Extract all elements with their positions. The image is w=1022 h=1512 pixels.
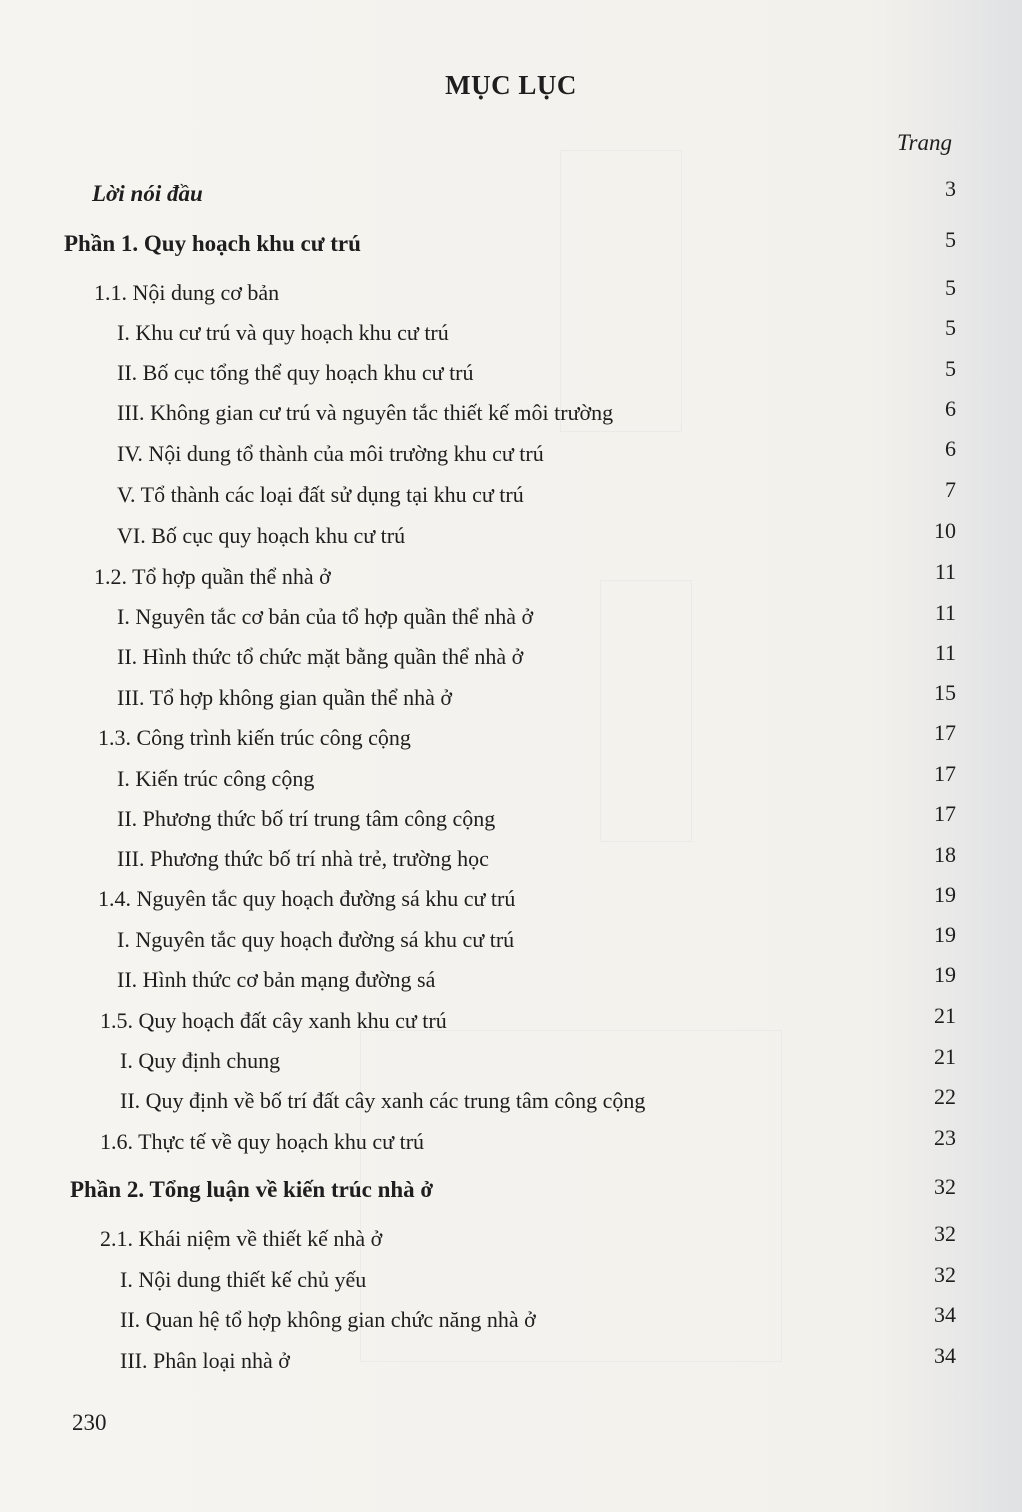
toc-page-number: 5 bbox=[945, 315, 956, 340]
toc-page-number: 21 bbox=[934, 1044, 956, 1069]
toc-entry-chapter: 1.6. Thực tế về quy hoạch khu cư trú bbox=[100, 1129, 425, 1154]
toc-entry-section: I. Quy định chung bbox=[120, 1048, 281, 1073]
toc-page-number: 6 bbox=[945, 396, 956, 421]
toc-page-number: 18 bbox=[934, 842, 956, 867]
toc-page-number: 23 bbox=[934, 1125, 956, 1150]
toc-page-number: 17 bbox=[934, 801, 956, 826]
toc-entry-part-2: Phần 2. Tổng luận về kiến trúc nhà ở bbox=[70, 1177, 434, 1202]
toc-entry-section: II. Hình thức cơ bản mạng đường sá bbox=[117, 967, 436, 992]
toc-entry-section: VI. Bố cục quy hoạch khu cư trú bbox=[117, 523, 406, 548]
page-column-label: Trang bbox=[897, 130, 952, 155]
toc-page-number: 32 bbox=[934, 1262, 956, 1287]
toc-page-number: 10 bbox=[934, 518, 956, 543]
toc-entry-section: I. Kiến trúc công cộng bbox=[117, 766, 315, 791]
toc-entry-section: III. Phân loại nhà ở bbox=[120, 1348, 290, 1373]
toc-page-number: 15 bbox=[934, 680, 956, 705]
toc-entry-section: II. Phương thức bố trí trung tâm công cộng bbox=[117, 806, 496, 831]
toc-entry-section: IV. Nội dung tổ thành của môi trường khu cư trú bbox=[117, 441, 544, 466]
toc-entry-chapter: 2.1. Khái niệm về thiết kế nhà ở bbox=[100, 1226, 383, 1251]
toc-page-number: 5 bbox=[945, 227, 956, 252]
toc-entry-preface: Lời nói đầu bbox=[92, 181, 203, 206]
toc-page-number: 6 bbox=[945, 436, 956, 461]
toc-page-number: 11 bbox=[934, 640, 956, 665]
toc-entry-chapter: 1.3. Công trình kiến trúc công cộng bbox=[98, 725, 411, 750]
toc-page-number: 32 bbox=[934, 1174, 956, 1199]
toc-entry-chapter: 1.2. Tổ hợp quần thể nhà ở bbox=[94, 564, 331, 589]
toc-entry-section: II. Bố cục tổng thể quy hoạch khu cư trú bbox=[117, 360, 474, 385]
toc-page-number: 34 bbox=[934, 1343, 956, 1368]
toc-page-number: 34 bbox=[934, 1302, 956, 1327]
show-through-drawing bbox=[600, 580, 692, 842]
toc-page-number: 22 bbox=[934, 1084, 956, 1109]
toc-entry-section: III. Không gian cư trú và nguyên tắc thiết kế môi trường bbox=[117, 400, 614, 425]
toc-page-number: 32 bbox=[934, 1221, 956, 1246]
toc-page-number: 21 bbox=[934, 1003, 956, 1028]
toc-page-number: 19 bbox=[934, 962, 956, 987]
toc-page-number: 17 bbox=[934, 720, 956, 745]
toc-title: MỤC LỤC bbox=[445, 70, 577, 100]
toc-entry-section: I. Nguyên tắc cơ bản của tổ hợp quần thể nhà ở bbox=[117, 604, 534, 629]
toc-entry-section: I. Nội dung thiết kế chủ yếu bbox=[120, 1267, 367, 1292]
toc-entry-section: I. Khu cư trú và quy hoạch khu cư trú bbox=[117, 320, 449, 345]
toc-entry-chapter: 1.4. Nguyên tắc quy hoạch đường sá khu cư trú bbox=[98, 886, 516, 911]
toc-entry-section: II. Hình thức tổ chức mặt bằng quần thể nhà ở bbox=[117, 644, 524, 669]
toc-page-number: 19 bbox=[934, 882, 956, 907]
toc-entry-section: III. Phương thức bố trí nhà trẻ, trường học bbox=[117, 846, 489, 871]
show-through-drawing bbox=[560, 150, 682, 432]
toc-entry-section: III. Tổ hợp không gian quần thể nhà ở bbox=[117, 685, 453, 710]
toc-entry-chapter: 1.1. Nội dung cơ bản bbox=[94, 280, 280, 305]
toc-page-number: 3 bbox=[945, 176, 956, 201]
toc-page-number: 11 bbox=[934, 600, 956, 625]
toc-page-number: 19 bbox=[934, 922, 956, 947]
toc-entry-section: V. Tổ thành các loại đất sử dụng tại khu cư trú bbox=[117, 482, 524, 507]
toc-page-number: 5 bbox=[945, 356, 956, 381]
toc-entry-section: I. Nguyên tắc quy hoạch đường sá khu cư trú bbox=[117, 927, 515, 952]
footer-page-number: 230 bbox=[72, 1410, 107, 1435]
toc-page-number: 11 bbox=[934, 559, 956, 584]
toc-page-number: 7 bbox=[945, 477, 956, 502]
toc-entry-section: II. Quan hệ tổ hợp không gian chức năng nhà ở bbox=[120, 1307, 536, 1332]
toc-entry-part-1: Phần 1. Quy hoạch khu cư trú bbox=[64, 231, 361, 256]
toc-entry-section: II. Quy định về bố trí đất cây xanh các trung tâm công cộng bbox=[120, 1088, 646, 1113]
toc-page-number: 17 bbox=[934, 761, 956, 786]
toc-page-number: 5 bbox=[945, 275, 956, 300]
toc-entry-chapter: 1.5. Quy hoạch đất cây xanh khu cư trú bbox=[100, 1008, 447, 1033]
